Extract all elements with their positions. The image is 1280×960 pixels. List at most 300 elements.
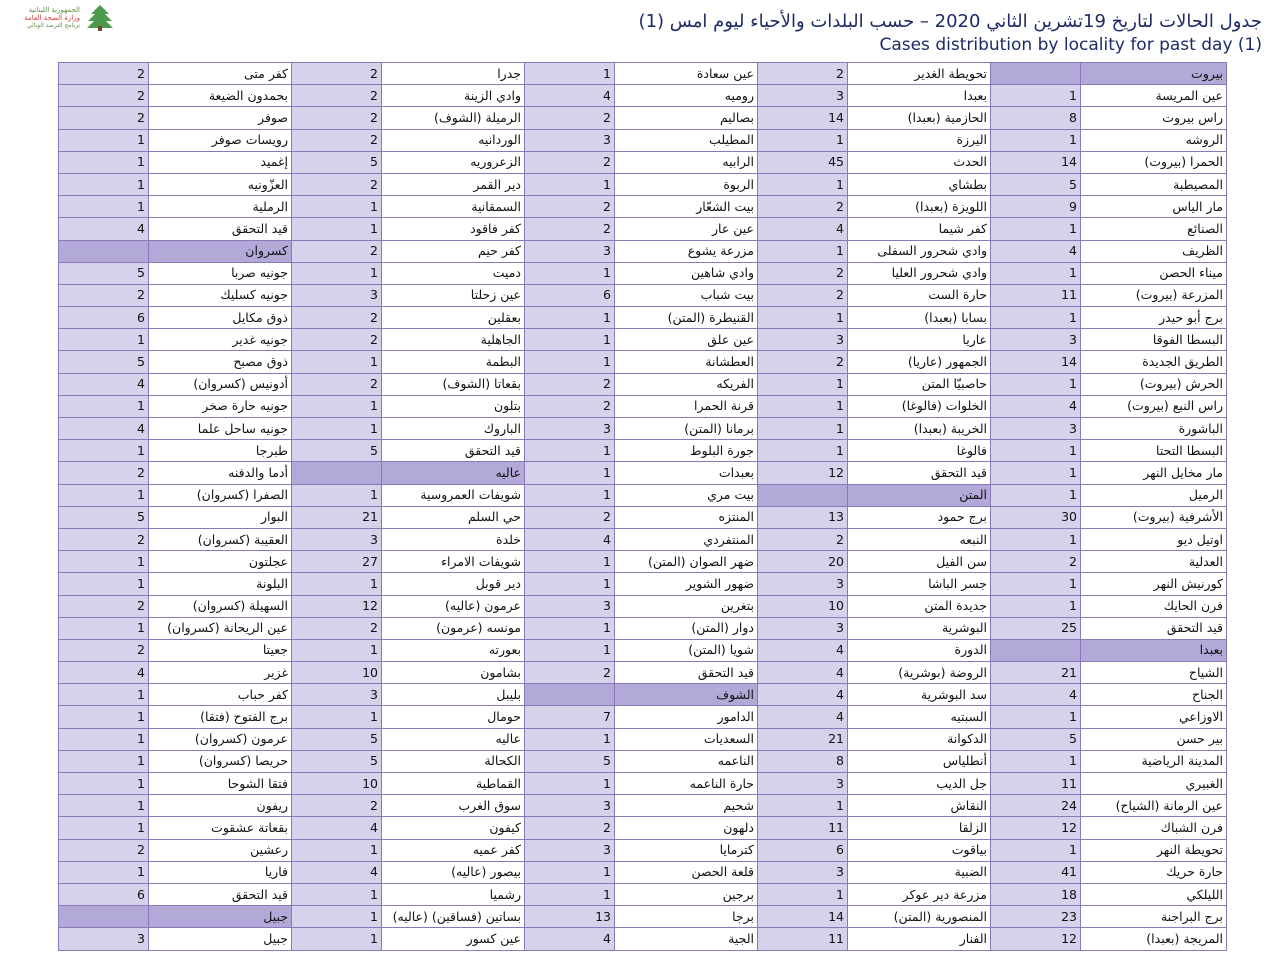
locality-name-cell: قيد التحقق bbox=[615, 662, 758, 684]
table-row bbox=[59, 395, 1227, 417]
locality-name-cell: طبرجا bbox=[149, 440, 292, 462]
table-row bbox=[59, 484, 1227, 506]
case-count-cell: 1 bbox=[525, 462, 615, 484]
table-row bbox=[59, 573, 1227, 595]
locality-name-cell: مزرعة دير عوكر bbox=[848, 883, 991, 905]
case-count-cell: 14 bbox=[991, 151, 1081, 173]
table-row bbox=[59, 906, 1227, 928]
case-count-cell: 20 bbox=[758, 551, 848, 573]
cases-table-body bbox=[59, 63, 1227, 951]
locality-name-cell: بقعاتة عشقوت bbox=[149, 817, 292, 839]
table-row bbox=[59, 839, 1227, 861]
case-count-cell: 1 bbox=[758, 795, 848, 817]
case-count-cell bbox=[525, 684, 615, 706]
locality-name-cell: الدامور bbox=[615, 706, 758, 728]
table-row bbox=[59, 861, 1227, 883]
case-count-cell: 2 bbox=[525, 662, 615, 684]
locality-name-cell: كترمايا bbox=[615, 839, 758, 861]
locality-name-cell: فتقا الشوحا bbox=[149, 773, 292, 795]
locality-name-cell: الوردانيه bbox=[382, 129, 525, 151]
locality-name-cell: الرملية bbox=[149, 196, 292, 218]
locality-name-cell: ضهور الشوير bbox=[615, 573, 758, 595]
locality-name-cell: دوار (المتن) bbox=[615, 617, 758, 639]
locality-name-cell: قيد التحقق bbox=[848, 462, 991, 484]
locality-name-cell: غزير bbox=[149, 662, 292, 684]
case-count-cell: 1 bbox=[292, 928, 382, 950]
locality-name-cell: الرميلة (الشوف) bbox=[382, 107, 525, 129]
locality-name-cell: بعورته bbox=[382, 639, 525, 661]
case-count-cell: 1 bbox=[59, 750, 149, 772]
case-count-cell: 1 bbox=[292, 883, 382, 905]
case-count-cell: 11 bbox=[991, 284, 1081, 306]
table-row bbox=[59, 85, 1227, 107]
case-count-cell: 4 bbox=[758, 706, 848, 728]
table-row bbox=[59, 373, 1227, 395]
case-count-cell: 2 bbox=[758, 351, 848, 373]
case-count-cell: 6 bbox=[59, 883, 149, 905]
case-count-cell: 2 bbox=[758, 63, 848, 85]
case-count-cell: 2 bbox=[292, 85, 382, 107]
locality-name-cell: الطريق الجديدة bbox=[1081, 351, 1227, 373]
locality-name-cell: المزرعة (بيروت) bbox=[1081, 284, 1227, 306]
case-count-cell bbox=[991, 63, 1081, 85]
locality-name-cell: إغميد bbox=[149, 151, 292, 173]
locality-name-cell: أدونيس (كسروان) bbox=[149, 373, 292, 395]
table-row bbox=[59, 750, 1227, 772]
locality-name-cell: عين كسور bbox=[382, 928, 525, 950]
locality-name-cell: البوار bbox=[149, 506, 292, 528]
locality-name-cell: رشميا bbox=[382, 883, 525, 905]
locality-name-cell: بير حسن bbox=[1081, 728, 1227, 750]
locality-name-cell: جعيتا bbox=[149, 639, 292, 661]
case-count-cell: 3 bbox=[59, 928, 149, 950]
case-count-cell: 1 bbox=[758, 883, 848, 905]
locality-name-cell: بيصور (عاليه) bbox=[382, 861, 525, 883]
case-count-cell: 2 bbox=[525, 817, 615, 839]
locality-name-cell: دير القمر bbox=[382, 173, 525, 195]
case-count-cell: 45 bbox=[758, 151, 848, 173]
locality-name-cell: البسطا الفوقا bbox=[1081, 329, 1227, 351]
case-count-cell: 1 bbox=[59, 395, 149, 417]
table-row bbox=[59, 151, 1227, 173]
locality-name-cell: الناعمه bbox=[615, 750, 758, 772]
locality-name-cell: البوشرية bbox=[848, 617, 991, 639]
case-count-cell: 3 bbox=[758, 573, 848, 595]
locality-name-cell: الكحالة bbox=[382, 750, 525, 772]
case-count-cell: 2 bbox=[59, 595, 149, 617]
locality-name-cell: عين عار bbox=[615, 218, 758, 240]
locality-name-cell: كفر فاقود bbox=[382, 218, 525, 240]
table-row bbox=[59, 440, 1227, 462]
case-count-cell: 1 bbox=[292, 573, 382, 595]
logo-line-3: برنامج الترصد الوبائي bbox=[26, 22, 80, 29]
case-count-cell: 4 bbox=[991, 240, 1081, 262]
locality-name-cell: الحازمية (بعبدا) bbox=[848, 107, 991, 129]
locality-name-cell: البطمة bbox=[382, 351, 525, 373]
table-row bbox=[59, 883, 1227, 905]
locality-name-cell: سد البوشرية bbox=[848, 684, 991, 706]
locality-name-cell: مار الياس bbox=[1081, 196, 1227, 218]
table-row bbox=[59, 506, 1227, 528]
locality-name-cell: كفر حيم bbox=[382, 240, 525, 262]
district-heading-cell: كسروان bbox=[149, 240, 292, 262]
locality-name-cell: قيد التحقق bbox=[149, 883, 292, 905]
case-count-cell: 24 bbox=[991, 795, 1081, 817]
case-count-cell: 4 bbox=[758, 662, 848, 684]
locality-name-cell: وادي شاهين bbox=[615, 262, 758, 284]
case-count-cell: 1 bbox=[59, 196, 149, 218]
case-count-cell: 8 bbox=[991, 107, 1081, 129]
case-count-cell: 1 bbox=[292, 839, 382, 861]
case-count-cell: 12 bbox=[991, 928, 1081, 950]
case-count-cell: 6 bbox=[525, 284, 615, 306]
locality-name-cell: كفر شيما bbox=[848, 218, 991, 240]
case-count-cell: 1 bbox=[525, 329, 615, 351]
case-count-cell: 4 bbox=[758, 218, 848, 240]
locality-name-cell: ذوق مكايل bbox=[149, 307, 292, 329]
table-row bbox=[59, 662, 1227, 684]
locality-name-cell: وادي شحرور العليا bbox=[848, 262, 991, 284]
table-row bbox=[59, 817, 1227, 839]
case-count-cell: 1 bbox=[525, 639, 615, 661]
locality-name-cell: بطشاي bbox=[848, 173, 991, 195]
case-count-cell: 1 bbox=[292, 395, 382, 417]
case-count-cell: 2 bbox=[991, 551, 1081, 573]
district-heading-cell: جبيل bbox=[149, 906, 292, 928]
case-count-cell: 10 bbox=[292, 662, 382, 684]
locality-name-cell: بعبدا bbox=[848, 85, 991, 107]
locality-name-cell: الصنائع bbox=[1081, 218, 1227, 240]
locality-name-cell: كفر حباب bbox=[149, 684, 292, 706]
locality-name-cell: تحويطة النهر bbox=[1081, 839, 1227, 861]
case-count-cell: 1 bbox=[991, 573, 1081, 595]
case-count-cell: 1 bbox=[991, 750, 1081, 772]
locality-name-cell: جديدة المتن bbox=[848, 595, 991, 617]
case-count-cell bbox=[292, 462, 382, 484]
case-count-cell: 1 bbox=[59, 440, 149, 462]
locality-name-cell: القماطية bbox=[382, 773, 525, 795]
case-count-cell: 1 bbox=[59, 573, 149, 595]
locality-name-cell: قيد التحقق bbox=[1081, 617, 1227, 639]
case-count-cell: 2 bbox=[59, 462, 149, 484]
case-count-cell: 23 bbox=[991, 906, 1081, 928]
case-count-cell: 2 bbox=[525, 196, 615, 218]
locality-name-cell: حارة الناعمه bbox=[615, 773, 758, 795]
case-count-cell: 12 bbox=[292, 595, 382, 617]
case-count-cell: 4 bbox=[991, 395, 1081, 417]
case-count-cell: 14 bbox=[991, 351, 1081, 373]
case-count-cell: 4 bbox=[292, 817, 382, 839]
locality-name-cell: سن الفيل bbox=[848, 551, 991, 573]
locality-name-cell: بقعاتا (الشوف) bbox=[382, 373, 525, 395]
locality-name-cell: الجناح bbox=[1081, 684, 1227, 706]
case-count-cell: 2 bbox=[59, 284, 149, 306]
locality-name-cell: بشامون bbox=[382, 662, 525, 684]
case-count-cell: 5 bbox=[59, 351, 149, 373]
case-count-cell: 10 bbox=[758, 595, 848, 617]
locality-name-cell: البسطا التحتا bbox=[1081, 440, 1227, 462]
locality-name-cell: كفر عميه bbox=[382, 839, 525, 861]
case-count-cell: 2 bbox=[758, 284, 848, 306]
locality-name-cell: دير قوبل bbox=[382, 573, 525, 595]
case-count-cell: 3 bbox=[991, 418, 1081, 440]
locality-name-cell: الدورة bbox=[848, 639, 991, 661]
locality-name-cell: المنتزه bbox=[615, 506, 758, 528]
locality-name-cell: النبعه bbox=[848, 528, 991, 550]
case-count-cell: 2 bbox=[292, 795, 382, 817]
locality-name-cell: بعبدات bbox=[615, 462, 758, 484]
locality-name-cell: جل الديب bbox=[848, 773, 991, 795]
table-row bbox=[59, 129, 1227, 151]
case-count-cell: 2 bbox=[758, 528, 848, 550]
case-count-cell: 5 bbox=[292, 728, 382, 750]
case-count-cell: 12 bbox=[758, 462, 848, 484]
locality-name-cell: الضبية bbox=[848, 861, 991, 883]
locality-name-cell: بسابا (بعبدا) bbox=[848, 307, 991, 329]
locality-name-cell: رويسات صوفر bbox=[149, 129, 292, 151]
case-count-cell: 2 bbox=[292, 240, 382, 262]
case-count-cell: 1 bbox=[292, 418, 382, 440]
case-count-cell: 3 bbox=[991, 329, 1081, 351]
table-row bbox=[59, 218, 1227, 240]
case-count-cell: 1 bbox=[991, 462, 1081, 484]
locality-name-cell: كيفون bbox=[382, 817, 525, 839]
locality-name-cell: البلونة bbox=[149, 573, 292, 595]
locality-name-cell: حريصا (كسروان) bbox=[149, 750, 292, 772]
case-count-cell: 1 bbox=[525, 484, 615, 506]
logo-line-1: الجمهورية اللبنانية bbox=[28, 6, 80, 14]
logo-line-2: وزارة الصحة العامة bbox=[24, 14, 80, 22]
locality-name-cell: الباروك bbox=[382, 418, 525, 440]
case-count-cell: 8 bbox=[758, 750, 848, 772]
locality-name-cell: الشياح bbox=[1081, 662, 1227, 684]
case-count-cell bbox=[59, 906, 149, 928]
case-count-cell: 2 bbox=[525, 107, 615, 129]
table-row bbox=[59, 773, 1227, 795]
locality-name-cell: الباشورة bbox=[1081, 418, 1227, 440]
locality-name-cell: الظريف bbox=[1081, 240, 1227, 262]
case-count-cell: 2 bbox=[525, 218, 615, 240]
case-count-cell bbox=[758, 484, 848, 506]
locality-name-cell: عين المريسة bbox=[1081, 85, 1227, 107]
locality-name-cell: بياقوت bbox=[848, 839, 991, 861]
locality-name-cell: اللويزة (بعبدا) bbox=[848, 196, 991, 218]
locality-name-cell: بصاليم bbox=[615, 107, 758, 129]
case-count-cell: 1 bbox=[758, 307, 848, 329]
locality-name-cell: الزعروريه bbox=[382, 151, 525, 173]
district-heading-cell: المتن bbox=[848, 484, 991, 506]
locality-name-cell: قيد التحقق bbox=[382, 440, 525, 462]
case-count-cell: 1 bbox=[991, 595, 1081, 617]
locality-name-cell: عين الرمانة (الشياح) bbox=[1081, 795, 1227, 817]
locality-name-cell: السهيلة (كسروان) bbox=[149, 595, 292, 617]
locality-name-cell: جورة البلوط bbox=[615, 440, 758, 462]
locality-name-cell: ضهر الصوان (المتن) bbox=[615, 551, 758, 573]
case-count-cell: 1 bbox=[292, 484, 382, 506]
case-count-cell: 1 bbox=[292, 639, 382, 661]
case-count-cell: 1 bbox=[525, 728, 615, 750]
case-count-cell: 4 bbox=[59, 218, 149, 240]
case-count-cell: 3 bbox=[525, 595, 615, 617]
case-count-cell: 1 bbox=[991, 373, 1081, 395]
case-count-cell: 2 bbox=[292, 617, 382, 639]
locality-name-cell: جسر الباشا bbox=[848, 573, 991, 595]
case-count-cell: 5 bbox=[59, 506, 149, 528]
table-row bbox=[59, 307, 1227, 329]
locality-name-cell: الروشه bbox=[1081, 129, 1227, 151]
case-count-cell: 2 bbox=[292, 107, 382, 129]
case-count-cell bbox=[991, 639, 1081, 661]
locality-name-cell: بيت الشعّار bbox=[615, 196, 758, 218]
case-count-cell: 2 bbox=[59, 639, 149, 661]
locality-name-cell: أنطلياس bbox=[848, 750, 991, 772]
cedar-tree-icon bbox=[86, 4, 114, 32]
case-count-cell: 1 bbox=[758, 240, 848, 262]
locality-name-cell: الليلكي bbox=[1081, 883, 1227, 905]
case-count-cell: 4 bbox=[292, 861, 382, 883]
locality-name-cell: عين سعادة bbox=[615, 63, 758, 85]
locality-name-cell: ريفون bbox=[149, 795, 292, 817]
locality-name-cell: المدينة الرياضية bbox=[1081, 750, 1227, 772]
locality-name-cell: بيت مري bbox=[615, 484, 758, 506]
case-count-cell: 3 bbox=[525, 129, 615, 151]
locality-name-cell: الجمهور (عاريا) bbox=[848, 351, 991, 373]
table-row bbox=[59, 107, 1227, 129]
locality-name-cell: النقاش bbox=[848, 795, 991, 817]
district-heading-cell: عاليه bbox=[382, 462, 525, 484]
case-count-cell: 2 bbox=[292, 173, 382, 195]
case-count-cell: 1 bbox=[991, 528, 1081, 550]
cases-table bbox=[58, 62, 1227, 951]
case-count-cell: 1 bbox=[59, 551, 149, 573]
case-count-cell: 3 bbox=[758, 617, 848, 639]
case-count-cell: 1 bbox=[59, 706, 149, 728]
locality-name-cell: عرمون (عاليه) bbox=[382, 595, 525, 617]
case-count-cell: 1 bbox=[525, 551, 615, 573]
case-count-cell: 1 bbox=[758, 440, 848, 462]
case-count-cell: 2 bbox=[59, 85, 149, 107]
table-row bbox=[59, 617, 1227, 639]
case-count-cell: 1 bbox=[525, 861, 615, 883]
table-row bbox=[59, 63, 1227, 85]
case-count-cell: 1 bbox=[59, 129, 149, 151]
locality-name-cell: عين علق bbox=[615, 329, 758, 351]
ministry-logo bbox=[10, 4, 114, 34]
case-count-cell: 2 bbox=[758, 196, 848, 218]
case-count-cell: 2 bbox=[292, 129, 382, 151]
logo-text bbox=[10, 6, 80, 30]
case-count-cell: 3 bbox=[758, 329, 848, 351]
case-count-cell: 4 bbox=[525, 85, 615, 107]
table-row bbox=[59, 329, 1227, 351]
locality-name-cell: شويا (المتن) bbox=[615, 639, 758, 661]
table-row bbox=[59, 262, 1227, 284]
locality-name-cell: مزرعة يشوع bbox=[615, 240, 758, 262]
case-count-cell: 1 bbox=[292, 218, 382, 240]
case-count-cell: 27 bbox=[292, 551, 382, 573]
district-heading-cell: الشوف bbox=[615, 684, 758, 706]
table-row bbox=[59, 462, 1227, 484]
locality-name-cell: حاصبيّا المتن bbox=[848, 373, 991, 395]
case-count-cell: 1 bbox=[991, 839, 1081, 861]
locality-name-cell: برجا bbox=[615, 906, 758, 928]
locality-name-cell: رعشين bbox=[149, 839, 292, 861]
case-count-cell bbox=[59, 240, 149, 262]
case-count-cell: 11 bbox=[758, 817, 848, 839]
case-count-cell: 4 bbox=[991, 684, 1081, 706]
case-count-cell: 3 bbox=[758, 773, 848, 795]
locality-name-cell: اوتيل ديو bbox=[1081, 528, 1227, 550]
locality-name-cell: فرن الحايك bbox=[1081, 595, 1227, 617]
case-count-cell: 4 bbox=[525, 528, 615, 550]
locality-name-cell: العدلية bbox=[1081, 551, 1227, 573]
case-count-cell: 2 bbox=[525, 395, 615, 417]
locality-name-cell: العقيبة (كسروان) bbox=[149, 528, 292, 550]
locality-name-cell: المريجة (بعبدا) bbox=[1081, 928, 1227, 950]
case-count-cell: 1 bbox=[525, 63, 615, 85]
locality-name-cell: الروضة (بوشرية) bbox=[848, 662, 991, 684]
case-count-cell: 14 bbox=[758, 906, 848, 928]
case-count-cell: 1 bbox=[292, 906, 382, 928]
locality-name-cell: جونيه كسليك bbox=[149, 284, 292, 306]
case-count-cell: 10 bbox=[292, 773, 382, 795]
case-count-cell: 2 bbox=[59, 839, 149, 861]
locality-name-cell: دلهون bbox=[615, 817, 758, 839]
case-count-cell: 1 bbox=[525, 351, 615, 373]
locality-name-cell: القنيطرة (المتن) bbox=[615, 307, 758, 329]
locality-name-cell: الاوزاعي bbox=[1081, 706, 1227, 728]
table-row bbox=[59, 595, 1227, 617]
locality-name-cell: تحويطة الغدير bbox=[848, 63, 991, 85]
table-row bbox=[59, 351, 1227, 373]
locality-name-cell: الصفرا (كسروان) bbox=[149, 484, 292, 506]
district-heading-cell: بعبدا bbox=[1081, 639, 1227, 661]
locality-name-cell: برج الفتوح (فتقا) bbox=[149, 706, 292, 728]
locality-name-cell: حارة حريك bbox=[1081, 861, 1227, 883]
locality-name-cell: شويفات الامراء bbox=[382, 551, 525, 573]
case-count-cell: 11 bbox=[991, 773, 1081, 795]
locality-name-cell: شويفات العمروسية bbox=[382, 484, 525, 506]
locality-name-cell: المنصورية (المتن) bbox=[848, 906, 991, 928]
case-count-cell: 12 bbox=[991, 817, 1081, 839]
locality-name-cell: جدرا bbox=[382, 63, 525, 85]
case-count-cell: 1 bbox=[525, 173, 615, 195]
case-count-cell: 9 bbox=[991, 196, 1081, 218]
case-count-cell: 3 bbox=[525, 418, 615, 440]
locality-name-cell: بساتين (فساقين) (عاليه) bbox=[382, 906, 525, 928]
case-count-cell: 5 bbox=[525, 750, 615, 772]
locality-name-cell: مونسه (عرمون) bbox=[382, 617, 525, 639]
case-count-cell: 2 bbox=[292, 307, 382, 329]
locality-name-cell: عين الريحانة (كسروان) bbox=[149, 617, 292, 639]
case-count-cell: 1 bbox=[59, 861, 149, 883]
locality-name-cell: شحيم bbox=[615, 795, 758, 817]
page-header bbox=[0, 0, 1280, 62]
locality-name-cell: السبتيه bbox=[848, 706, 991, 728]
case-count-cell: 1 bbox=[991, 706, 1081, 728]
case-count-cell: 1 bbox=[59, 773, 149, 795]
case-count-cell: 3 bbox=[292, 528, 382, 550]
case-count-cell: 1 bbox=[758, 129, 848, 151]
locality-name-cell: السمقانية bbox=[382, 196, 525, 218]
table-row bbox=[59, 196, 1227, 218]
case-count-cell: 1 bbox=[991, 307, 1081, 329]
case-count-cell: 5 bbox=[292, 440, 382, 462]
locality-name-cell: الرميل bbox=[1081, 484, 1227, 506]
district-heading-cell: بيروت bbox=[1081, 63, 1227, 85]
case-count-cell: 5 bbox=[991, 173, 1081, 195]
case-count-cell: 1 bbox=[525, 307, 615, 329]
